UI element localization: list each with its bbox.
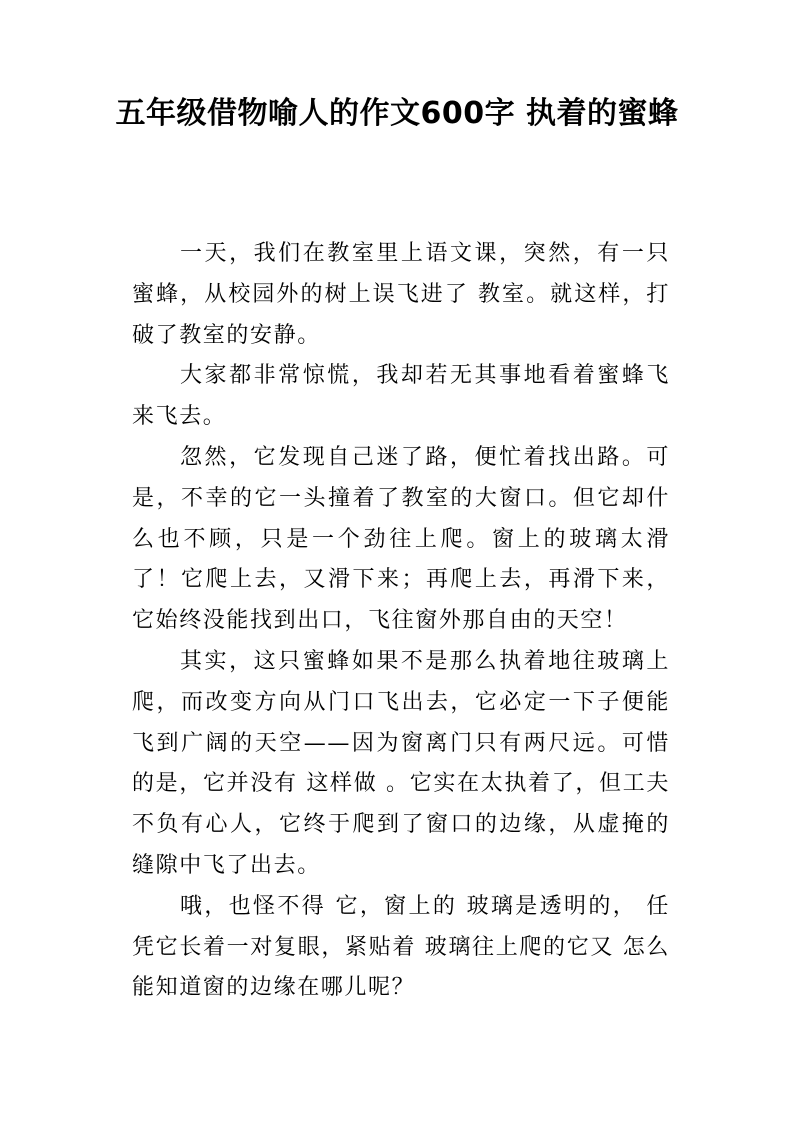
paragraph-3: 忽然，它发现自己迷了路，便忙着找出路。可是，不幸的它一头撞着了教室的大窗口。但它却什么也不顾，只是一个劲往上爬。窗上的玻璃太滑了！它爬上去，又滑下来；再爬上去，再滑下来，它始终没能找到出口，飞往窗外那自由的天空！: [132, 444, 670, 634]
paragraph-4: 其实，这只蜜蜂如果不是那么执着地往玻璃上爬，而改变方向从门口飞出去，它必定一下子便能飞到广阔的天空——因为窗离门只有两尺远。可惜的是，它并没有 这样做 。它实在太执着了，但工夫不负有心人，它终于爬到了窗口的边缘，从虚掩的缝隙中飞了出去。: [132, 648, 670, 878]
document-body: [132, 234, 670, 1009]
paragraph-1: 一天，我们在教室里上语文课，突然，有一只蜜蜂，从校园外的树上误飞进了 教室。就这样，打破了教室的安静。: [132, 241, 670, 348]
paragraph-2: 大家都非常惊慌，我却若无其事地看着蜜蜂飞来飞去。: [132, 363, 670, 430]
paragraph-5: 哦，也怪不得 它，窗上的 玻璃是透明的， 任凭它长着一对复眼，紧贴着 玻璃往上爬的它又 怎么能知道窗的边缘在哪儿呢？: [132, 893, 670, 1001]
document-title: 五年级借物喻人的作文600字 执着的蜜蜂: [115, 96, 679, 131]
